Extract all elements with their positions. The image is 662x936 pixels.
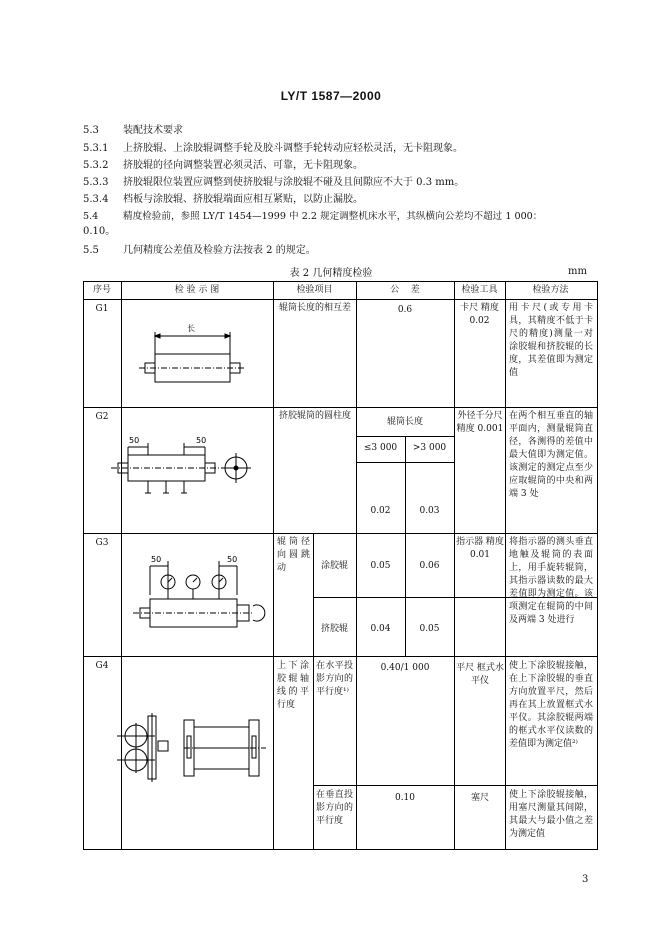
- row-id: G4: [95, 661, 109, 671]
- para-num: 5.3.2: [83, 160, 109, 171]
- sub1-value-2: 0.06: [419, 561, 440, 571]
- tol-val1: 0.02: [370, 506, 391, 516]
- row-id: G2: [95, 412, 109, 422]
- tool-text: 卡尺 精度 0.02: [460, 303, 499, 326]
- paragraph-5-3: [83, 124, 183, 137]
- sub2-tool: 塞尺: [470, 793, 489, 803]
- para-num: 5.3.4: [83, 194, 109, 205]
- dim-right: 50: [196, 436, 207, 445]
- sub1-tool: 平尺 框式水平仪: [456, 663, 504, 686]
- sub-col-rule: [313, 656, 314, 849]
- para-text: 上挤胶辊、上涂胶辊调整手轮及胶斗调整手轮转动应轻松灵活，无卡阻现象。: [123, 143, 463, 154]
- method-text: 将指示器的测头垂直地触及辊筒的表面上，用手旋转辊筒，其指示器读数的最大差值即为测定值。该项测定在辊筒的中间及两端 3 处进行: [509, 537, 593, 625]
- sub-item-2: 在垂直投影方向的平行度: [316, 790, 353, 826]
- para-text: 精度检验前，参照 LY/T 1454—1999 中 2.2 规定调整机床水平，其纵横向公差均不超过 1 000：: [123, 211, 543, 222]
- para-num: 5.3.3: [83, 177, 109, 188]
- header-figure: 检 验 示 图: [174, 285, 220, 295]
- dim-left: 50: [151, 555, 162, 564]
- sub-col-rule: [405, 533, 406, 656]
- sub-item-1: 在水平投影方向的平行度¹⁾: [316, 661, 353, 697]
- para-text: 0.10。: [83, 226, 116, 237]
- sub2-tolerance: 0.10: [394, 793, 416, 803]
- sub1-method: 使上下涂胶辊接触，在上下涂胶辊的垂直方向放置平尺，然后再在其上放置框式水平仪。其涂胶辊两端的框式水平仪读数的差值即为测定值²⁾: [509, 661, 593, 749]
- header-tool: 检验工具: [461, 285, 498, 295]
- paragraph-5-3-3: [83, 176, 464, 189]
- row-id: G1: [95, 304, 109, 314]
- sub1-tolerance: 0.40/1 000: [380, 663, 430, 673]
- item-text: 辊筒径向圆跳动: [277, 537, 310, 573]
- para-text: 装配技术要求: [123, 125, 183, 136]
- paragraph-5-5: [83, 244, 316, 257]
- sub-item-1: 涂胶辊: [320, 561, 348, 571]
- tol-col2: >3 000: [412, 443, 447, 453]
- table-caption: 表 2 几何精度检验: [289, 268, 373, 279]
- col-rule: [454, 281, 455, 849]
- length-label: 长: [187, 324, 195, 333]
- col-rule: [505, 281, 506, 849]
- paragraph-5-3-1: [83, 142, 463, 155]
- method-text: 用卡尺(或专用卡具，其精度不低于卡尺的精度)测量一对涂胶辊和挤胶辊的长度，其差值即为测定值: [509, 303, 593, 378]
- method-text: 在两个相互垂直的轴平面内，测量辊筒直径，各测得的差值中最大值即为测定值。该测定的测定点至少应取辊筒的中央和两端 3 处: [509, 411, 593, 499]
- paragraph-5-4: [83, 210, 542, 223]
- header-seq: 序号: [92, 285, 111, 295]
- para-text: 挤胶辊限位装置应调整到使挤胶辊与涂胶辊不碰及且间隙应不大于 0.3 mm。: [123, 177, 465, 188]
- tool-text: 指示器 精度 0.01: [456, 537, 504, 560]
- para-text: 挤胶辊的径向调整装置必须灵活、可靠，无卡阻现象。: [123, 160, 363, 171]
- tolerance-value: 0.6: [397, 305, 413, 315]
- row-id: G3: [95, 538, 109, 548]
- paragraph-5-3-4: [83, 193, 363, 206]
- sub2-method: 使上下涂胶辊接触，用塞尺测量其间隙，其最大与最小值之差为测定值: [509, 790, 593, 839]
- cylindricity-figure: [121, 407, 273, 533]
- tol-header: 辊筒长度: [386, 417, 423, 427]
- sub2-value-1: 0.04: [370, 624, 391, 634]
- table-unit: mm: [568, 266, 587, 277]
- paragraph-5-3-2: [83, 159, 363, 172]
- paragraph-5-4-cont: [83, 225, 115, 238]
- para-num: 5.3: [83, 125, 99, 136]
- sub-item-2: 挤胶辊: [320, 624, 348, 634]
- col-rule: [273, 281, 274, 849]
- dim-left: 50: [129, 436, 140, 445]
- roller-length-figure: [121, 299, 273, 407]
- sub2-value-2: 0.05: [419, 624, 440, 634]
- runout-figure: [121, 533, 273, 656]
- dim-right: 50: [227, 555, 238, 564]
- sub-col-rule: [313, 533, 314, 656]
- para-num: 5.3.1: [83, 143, 109, 154]
- tool-text: 外径千分尺 精度 0.001: [456, 411, 504, 434]
- header-item: 检验项目: [296, 285, 333, 295]
- para-num: 5.5: [83, 245, 99, 256]
- para-num: 5.4: [83, 211, 99, 222]
- tol-col1: ≤3 000: [363, 443, 398, 453]
- tol-val2: 0.03: [419, 506, 440, 516]
- item-text: 辊筒长度的相互差: [279, 303, 352, 313]
- parallelism-figure: [121, 656, 273, 849]
- sub1-value-1: 0.05: [370, 561, 391, 571]
- para-text: 档板与涂胶辊、挤胶辊端面应相互紧贴，以防止漏胶。: [123, 194, 363, 205]
- item-text: 挤胶辊筒的圆柱度: [279, 411, 352, 421]
- header-tolerance: 公 差: [390, 285, 420, 295]
- header-method: 检验方法: [532, 285, 569, 295]
- item-text: 上下涂胶辊轴线的平行度: [277, 661, 309, 710]
- para-text: 几何精度公差值及检验方法按表 2 的规定。: [123, 245, 316, 256]
- standard-number-header: LY/T 1587—2000: [280, 89, 382, 103]
- page-number: 3: [582, 874, 589, 885]
